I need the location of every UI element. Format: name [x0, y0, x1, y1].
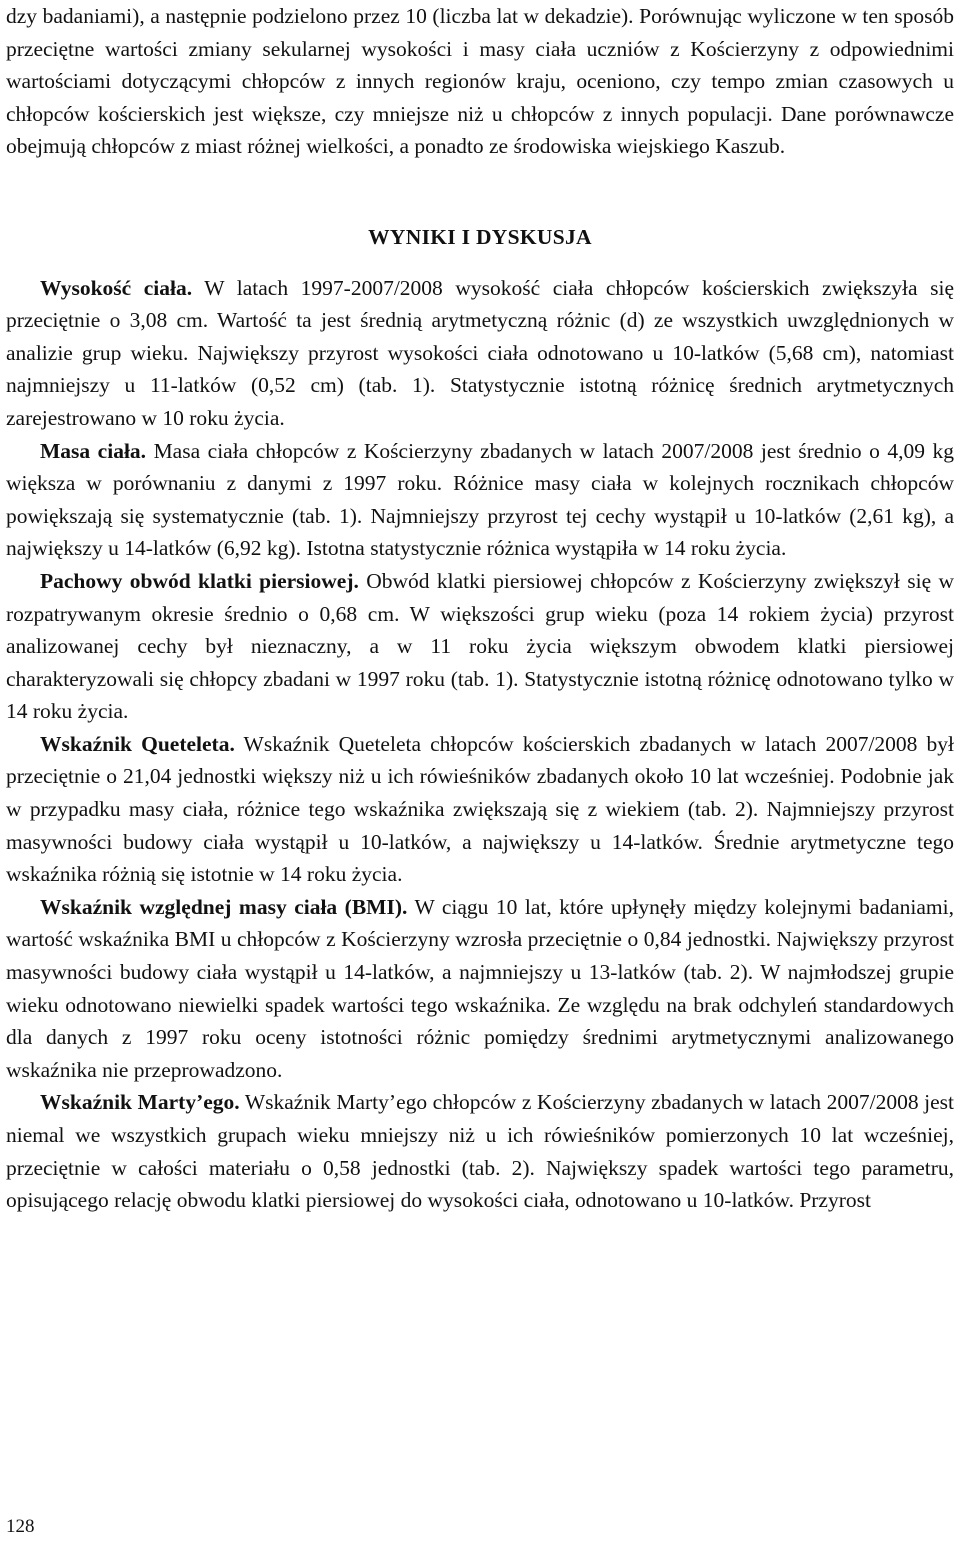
text-body-mass: Masa ciała chłopców z Kościerzyny zbadanych w latach 2007/2008 jest średnio o 4,09 kg większa w porównaniu z danymi z 1997 roku. Różnice masy ciała w kolejnych rocznikach chłopców powiększają się systematycznie (tab. 1). Najmniejszy przyrost tej cechy wystąpił u 10-latków (2,61 kg), a największy u 14-latków (6,92 kg). Istotna statystycznie różnica wystąpiła w 14 roku życia.: [6, 438, 954, 561]
text-bmi: W ciągu 10 lat, które upłynęły między kolejnymi badaniami, wartość wskaźnika BMI u chłopców z Kościerzyny wzrosła przeciętnie o 0,84 jednostki. Największy przyrost masywności budowy ciała wystąpił u 14-latków, a najmniejszy u 13-latków (tab. 2). W najmłodszej grupie wieku odnotowano niewielki spadek wartości tego wskaźnika. Ze względu na brak odchyleń standardowych dla danych z 1997 roku oceny istotności różnic pomiędzy średnimi arytmetycznymi analizowanego wskaźnika nie przeprowadzono.: [6, 894, 955, 1082]
text-marty-index: Wskaźnik Marty’ego chłopców z Kościerzyny zbadanych w latach 2007/2008 jest niemal we wszystkich grupach wieku mniejszy niż u ich rówieśników pomierzonych 10 lat wcześniej, przeciętnie w całości materiału o 0,58 jednostki (tab. 2). Największy spadek wartości tego parametru, opisującego relację obwodu klatki piersiowej do wysokości ciała, odnotowano u 10-latków. Przyrost: [6, 1090, 955, 1213]
paragraph-chest-circumference: [6, 565, 954, 728]
paragraph-marty-index: [6, 1086, 954, 1216]
page-number: 128: [6, 1516, 35, 1537]
paragraph-quetelet-index: [6, 728, 954, 891]
subheading-quetelet-index: Wskaźnik Queteleta.: [40, 731, 235, 756]
paragraph-body-mass: [6, 435, 954, 565]
section-heading: WYNIKI I DYSKUSJA: [368, 224, 592, 249]
subheading-chest-circumference: Pachowy obwód klatki piersiowej.: [40, 568, 359, 593]
text-body-height: W latach 1997-2007/2008 wysokość ciała chłopców kościerskich zwiększyła się przeciętnie o 3,08 cm. Wartość ta jest średnią arytmetyczną różnic (d) ze wszystkich uwzględnionych w analizie grup wieku. Największy przyrost wysokości ciała odnotowano u 10-latków (5,68 cm), natomiast najmniejszy u 11-latków (0,52 cm) (tab. 1). Statystycznie istotną różnicę średnich arytmetycznych zarejestrowano w 10 roku życia.: [6, 275, 954, 430]
paragraph-bmi: [6, 891, 954, 1087]
text-quetelet-index: Wskaźnik Queteleta chłopców kościerskich zbadanych w latach 2007/2008 był przeciętnie o 21,04 jednostki większy niż u ich rówieśników zbadanych około 10 lat wcześniej. Podobnie jak w przypadku masy ciała, różnice tego wskaźnika zwiększają się z wiekiem (tab. 2). Najmniejszy przyrost masywności budowy ciała wystąpił u 10-latków, a największy u 14-latków. Średnie arytmetyczne tego wskaźnika różnią się istotnie w 14 roku życia.: [6, 731, 954, 887]
page-body: [6, 0, 954, 1217]
subheading-body-height: Wysokość ciała.: [40, 275, 193, 300]
text-chest-circumference: Obwód klatki piersiowej chłopców z Kościerzyny zwiększył się w rozpatrywanym okresie średnio o 0,68 cm. W większości grup wieku (poza 14 rokiem życia) przyrost analizowanej cechy był nieznaczny, a w 11 roku życia większym obwodem klatki piersiowej charakteryzowali się chłopcy zbadani w 1997 roku (tab. 1). Statystycznie istotną różnicę odnotowano tylko w 14 roku życia.: [6, 568, 954, 724]
intro-paragraph: dzy badaniami), a następnie podzielono przez 10 (liczba lat w dekadzie). Porównując wyliczone w ten sposób przeciętne wartości zmiany sekularnej wysokości i masy ciała uczniów z Kościerzyny z odpowiednimi wartościami dotyczącymi chłopców z innych regionów kraju, oceniono, czy tempo zmian czasowych u chłopców kościerskich jest większe, czy mniejsze niż u chłopców z innych populacji. Dane porównawcze obejmują chłopców z miast różnej wielkości, a ponadto ze środowiska wiejskiego Kaszub.: [6, 4, 954, 159]
subheading-marty-index: Wskaźnik Marty’ego.: [40, 1090, 240, 1115]
subheading-body-mass: Masa ciała.: [40, 438, 147, 463]
subheading-bmi: Wskaźnik względnej masy ciała (BMI).: [40, 894, 408, 919]
paragraph-body-height: [6, 272, 954, 435]
